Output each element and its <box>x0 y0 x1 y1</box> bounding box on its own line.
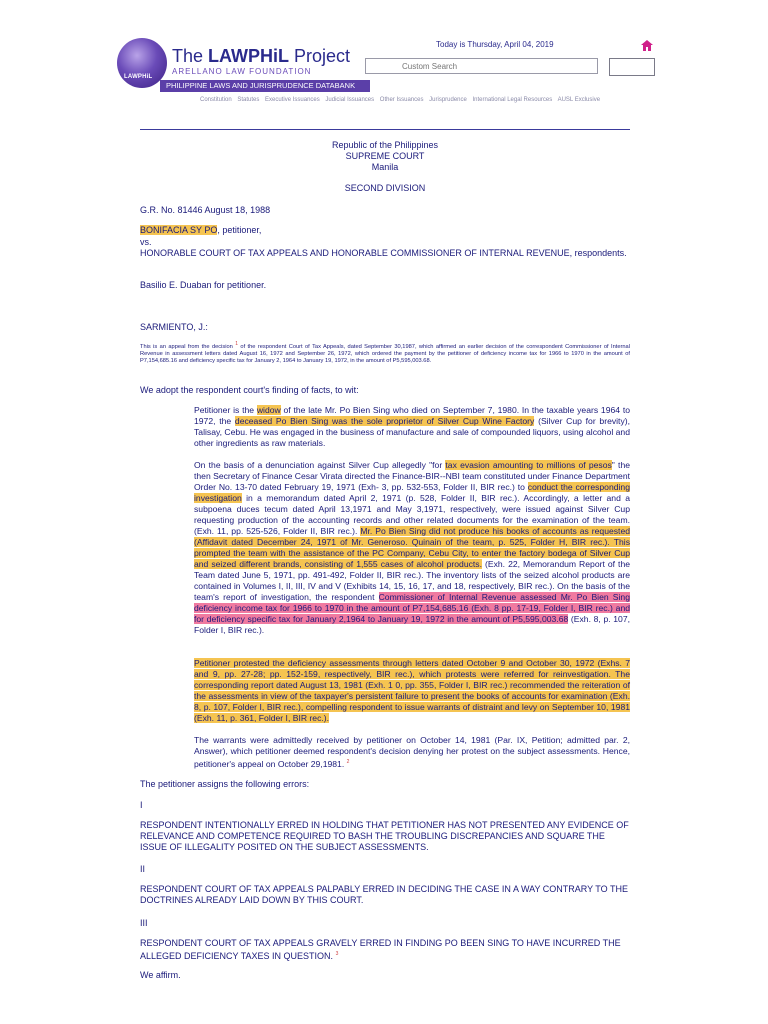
republic-line: Republic of the Philippines <box>331 140 439 150</box>
logo-text: LAWPHiL <box>124 74 153 80</box>
appeal-text-a: This is an appeal from the decision <box>140 343 236 350</box>
adopt-line: We adopt the respondent court's finding of facts, to wit: <box>140 385 359 395</box>
nav-bar <box>200 97 604 103</box>
nav-international-legal-resources[interactable]: International Legal Resources <box>472 97 553 103</box>
facts-paragraph-3 <box>194 658 630 724</box>
text-run: (Exh. 8, p. 107, Folder I, BIR rec.). <box>194 614 631 635</box>
today-date: Today is Thursday, April 04, 2019 <box>436 40 554 49</box>
highlight: tax evasion amounting to millions of pesos <box>445 460 612 470</box>
site-title-prefix: The <box>172 46 209 66</box>
nav-executive-issuances[interactable]: Executive Issuances <box>265 97 320 103</box>
highlight: deceased Po Bien Sing was the sole proprietor of Silver Cup Wine Factory <box>234 416 535 426</box>
appeal-text-b: of the respondent Court of Tax Appeals, dated September 30,1987, which affirmed an earlier decision of the correspondent Commissioner of Internal Revenue in assessment letters dated August 16, 1972 and September 26, 1972, which ordered the payment by the petitioner of deficiency income tax for 1966 to 1970 in the amount of P7,154,685.16 and deficiency specific tax for January 2, 1964 to January 19, 1972, in the amount of P5,595,003.68. <box>140 343 630 364</box>
text-run: On the basis of a denunciation against Silver Cup allegedly "for <box>194 460 446 470</box>
text-run: (Exh. 22, Memorandum Report of the Team dated June 5, 1971, pp. 491-492, Folder II, BIR rec.). The inventory lists of the seized alcohol products are contained in Volumes I, II, III, IV and V (Exhibits 14, 15, 16, 17, and 18, respectively, BIR rec.). On the basis of the team's report of investigation, the respondent <box>194 559 630 602</box>
site-title-suffix: Project <box>289 46 351 66</box>
error-1-number: I <box>140 800 143 810</box>
error-2-text: RESPONDENT COURT OF TAX APPEALS PALPABLY ERRED IN DECIDING THE CASE IN A WAY CONTRARY TO THE DOCTRINES ALREADY LAID DOWN BY THIS COURT. <box>140 884 628 905</box>
facts-paragraph-2 <box>194 460 630 636</box>
error-2-number: II <box>140 864 146 874</box>
highlight: Petitioner protested the deficiency assessments through letters dated October 9 and October 30, 1972 (Exhs. 7 and 9, pp. 27-28; pp. 152-159, respectively, BIR rec.), which protests were referred for reinvestigation. The corresponding report dated August 13, 1981 (Exh. 1 0, pp. 355, Folder I, BIR rec.) recommended the reiteration of the assessments in view of the taxpayer's persistent failure to present the books of accounts for examination (Exh. 8, p. 107, Folder I, BIR rec.), compelling respondent to issue warrants of distraint and levy on September 10, 1981 (Exh. 11, p. 361, Folder I, BIR rec.). <box>194 658 630 723</box>
ponente: SARMIENTO, J.: <box>140 322 208 332</box>
assigns-line: The petitioner assigns the following errors: <box>140 779 310 789</box>
databank-banner: PHILIPPINE LAWS AND JURISPRUDENCE DATABANK <box>160 80 370 92</box>
respondents: HONORABLE COURT OF TAX APPEALS AND HONORABLE COMMISSIONER OF INTERNAL REVENUE, respondents. <box>140 248 627 258</box>
court-name: SUPREME COURT <box>345 151 425 161</box>
versus: vs. <box>140 237 152 247</box>
nav-judicial-issuances[interactable]: Judicial Issuances <box>325 97 375 103</box>
case-number: G.R. No. 81446 August 18, 1988 <box>140 205 271 215</box>
search-input[interactable] <box>365 58 598 74</box>
text-run: in a memorandum dated April 2, 1971 (p. 528, Folder II, BIR rec.). Accordingly, a letter and a subpoena duces tecum dated April 13,1971 and May 3,1971, respectively, were issued against Silver Cup requesting production of the accounting records and other related documents for the examination of the team. (Exh. 11, pp. 525-526, Folder II, BIR rec.). <box>194 493 630 536</box>
error-3-number: III <box>140 918 148 928</box>
footnote-1-link[interactable]: 1 <box>235 341 238 347</box>
affirm-line: We affirm. <box>140 970 181 980</box>
highlight: widow <box>256 405 281 415</box>
court-city: Manila <box>371 162 399 172</box>
facts-paragraph-1 <box>194 405 630 449</box>
nav-constitution[interactable]: Constitution <box>200 97 232 103</box>
text-run: " the then Secretary of Finance Cesar Virata directed the Finance-BIR--NBI team constituted under Finance Department Order No. 13-70 dated February 19, 1971 (Exh- 3, pp. 532-553, Folder II, BIR rec.) to <box>194 460 631 492</box>
footnote-3-link[interactable]: 3 <box>335 951 339 957</box>
petitioner-name: BONIFACIA SY PO <box>140 225 218 235</box>
text-run: (Silver Cup for brevity), Talisay, Cebu. He was engaged in the business of manufacture and sale of compounded liquors, using alcohol and other ingredients as raw materials. <box>194 416 630 448</box>
site-subtitle: ARELLANO LAW FOUNDATION <box>172 67 312 76</box>
site-title[interactable] <box>172 46 350 67</box>
search-button[interactable] <box>609 58 655 76</box>
counsel-line: Basilio E. Duaban for petitioner. <box>140 280 267 290</box>
appeal-paragraph <box>140 341 630 365</box>
error-3-body: RESPONDENT COURT OF TAX APPEALS GRAVELY ERRED IN FINDING PO BEEN SING TO HAVE INCURRED THE ALLEGED DEFICIENCY TAXES IN QUESTION. <box>140 938 621 961</box>
home-icon[interactable] <box>641 40 653 51</box>
division-label: SECOND DIVISION <box>344 183 426 193</box>
nav-jurisprudence[interactable]: Jurisprudence <box>429 97 467 103</box>
nav-other-issuances[interactable]: Other Issuances <box>379 97 424 103</box>
footnote-2-link[interactable]: 2 <box>346 759 350 765</box>
facts-paragraph-4 <box>194 735 630 770</box>
nav-statutes[interactable]: Statutes <box>237 97 260 103</box>
text-run: The warrants were admittedly received by petitioner on October 14, 1981 (Par. IX, Petition; admitted par. 2, Answer), which petitioner deemed respondent's decision denying her protest on the subject assessments. Hence, petitioner's appeal on October 29,1981. <box>194 735 630 769</box>
highlight: Mr. Po Bien Sing did not produce his books of accounts as requested (Affidavit dated December 24, 1971 of Mr. Generoso. Quinain of the team, p. 525, Folder H, BIR rec.). This prompted the team with the assistance of the PC Company, Cebu City, to enter the factory bodega of Silver Cup and seized different brands, consisting of 1,555 cases of alcohol products. <box>194 526 630 569</box>
highlight: conduct the corresponding investigation <box>194 482 630 503</box>
error-3-text <box>140 938 630 962</box>
header-divider <box>140 129 630 130</box>
highlight: Commissioner of Internal Revenue assessed Mr. Po Bien Sing deficiency income tax for 1966 to 1970 in the amount of P7,154,685.16 (Exh. 8 pp. 17-19, Folder I, BIR rec.) and for deficiency specific tax for January 2,1964 to January 19, 1972 in the amount of P5,595,003.68 <box>194 592 630 624</box>
site-title-brand: LAWPHiL <box>208 46 290 66</box>
petitioner-line <box>140 225 630 236</box>
text-run: Petitioner is the <box>194 405 257 415</box>
petitioner-suffix: , petitioner, <box>217 225 262 235</box>
error-1-text: RESPONDENT INTENTIONALLY ERRED IN HOLDING THAT PETITIONER HAS NOT PRESENTED ANY EVIDENCE OF RELEVANCE AND COMPETENCE REQUIRED TO BASH THE TROUBLING DISCREPANCIES AND SQUARE THE ISSUE OF ILLEGALITY POSITED ON THE SUBJECT ASSESSMENTS. <box>140 820 629 852</box>
text-run: of the late Mr. Po Bien Sing who died on September 7, 1980. In the taxable years 1964 to 1972, the <box>194 405 630 426</box>
nav-ausl-exclusive[interactable]: AUSL Exclusive <box>557 97 601 103</box>
